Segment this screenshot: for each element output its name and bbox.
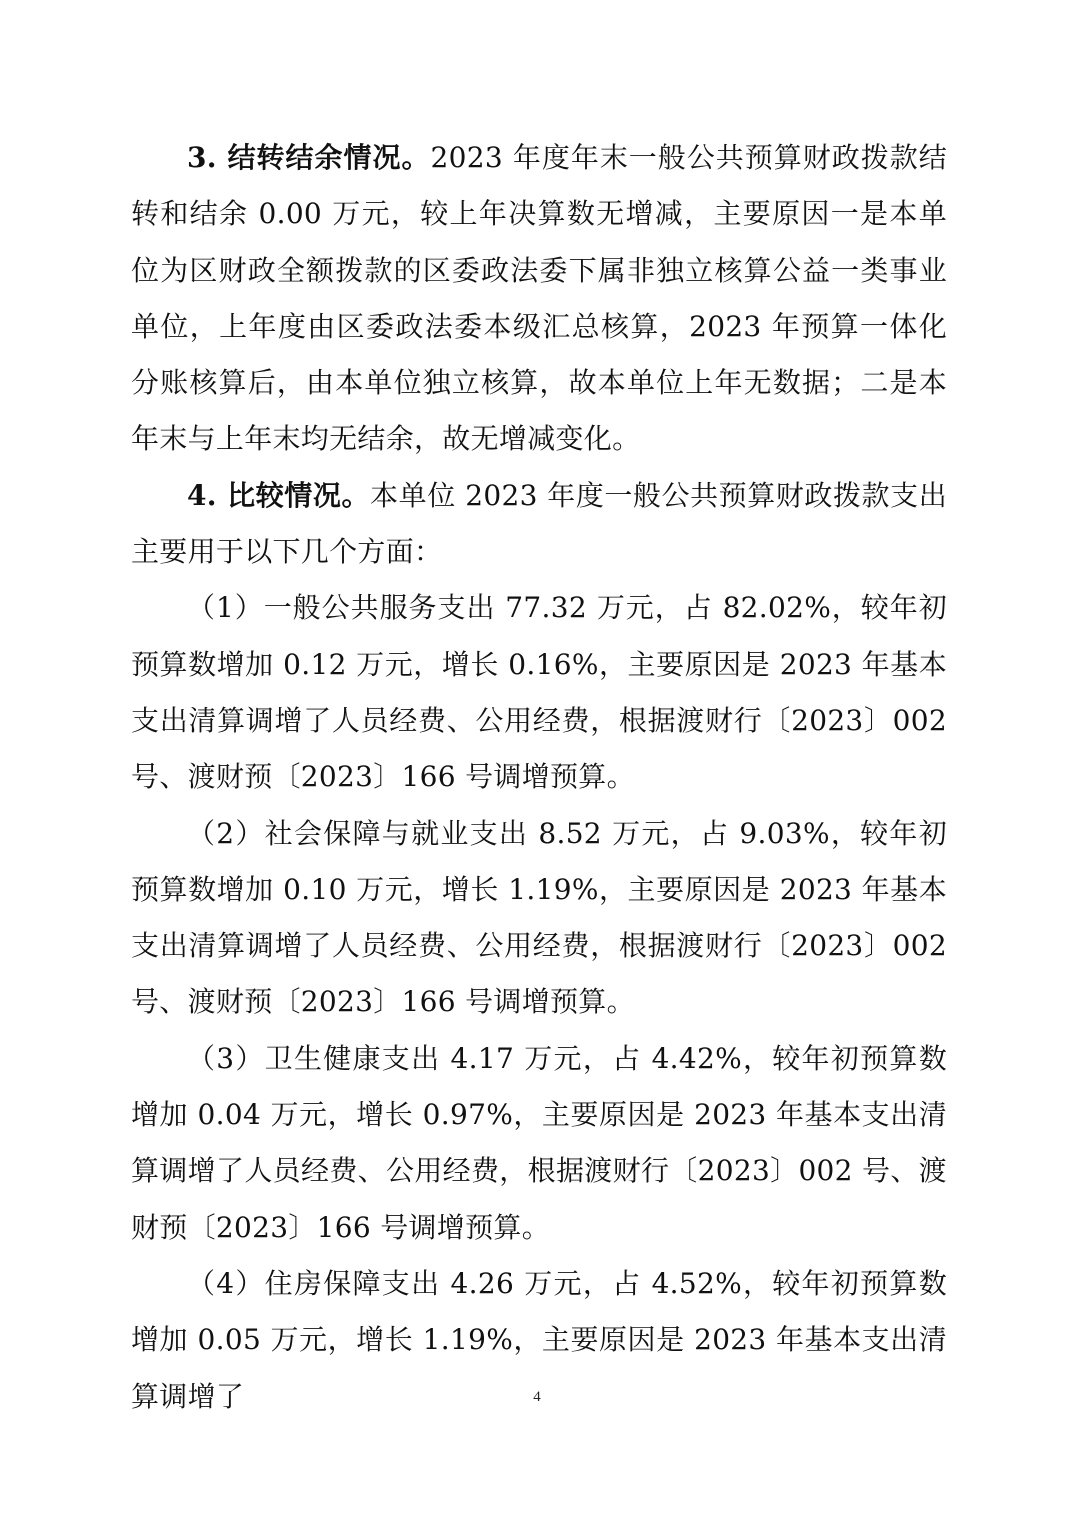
paragraph-comparison bbox=[131, 468, 947, 581]
paragraph-text: 本单位 2023 年度一般公共预算财政拨款支出主要用于以下几个方面： bbox=[131, 478, 947, 569]
paragraph-text: （1）一般公共服务支出 77.32 万元，占 82.02%，较年初预算数增加 0.12 万元，增长 0.16%，主要原因是 2023 年基本支出清算调增了人员经费、公用经费，根据渡财行〔2023〕002 号、渡财预〔2023〕166 号调增预算。 bbox=[131, 591, 947, 794]
heading-carryover-balance: 3. 结转结余情况。 bbox=[187, 141, 431, 174]
paragraph-text: （4）住房保障支出 4.26 万元，占 4.52%，较年初预算数增加 0.05 万元，增长 1.19%，主要原因是 2023 年基本支出清算调增了 bbox=[131, 1266, 947, 1413]
page-number: 4 bbox=[533, 1389, 541, 1405]
paragraph-carryover-balance bbox=[131, 130, 947, 468]
document-body bbox=[131, 130, 947, 1425]
heading-comparison: 4. 比较情况。 bbox=[187, 478, 371, 512]
paragraph-general-public-services bbox=[131, 580, 947, 805]
paragraph-text: 2023 年度年末一般公共预算财政拨款结转和结余 0.00 万元，较上年决算数无增减，主要原因一是本单位为区财政全额拨款的区委政法委下属非独立核算公益一类事业单位，上年度由区委政法委本级汇总核算，2023 年预算一体化分账核算后，由本单位独立核算，故本单位上年无数据；二是本年末与上年末均无结余，故无增减变化。 bbox=[131, 141, 947, 456]
paragraph-social-security bbox=[131, 806, 947, 1031]
paragraph-health bbox=[131, 1031, 947, 1256]
paragraph-text: （3）卫生健康支出 4.17 万元，占 4.42%，较年初预算数增加 0.04 万元，增长 0.97%，主要原因是 2023 年基本支出清算调增了人员经费、公用经费，根据渡财行〔2023〕002 号、渡财预〔2023〕166 号调增预算。 bbox=[131, 1041, 947, 1244]
paragraph-text: （2）社会保障与就业支出 8.52 万元，占 9.03%，较年初预算数增加 0.10 万元，增长 1.19%，主要原因是 2023 年基本支出清算调增了人员经费、公用经费，根据渡财行〔2023〕002 号、渡财预〔2023〕166 号调增预算。 bbox=[131, 816, 947, 1019]
